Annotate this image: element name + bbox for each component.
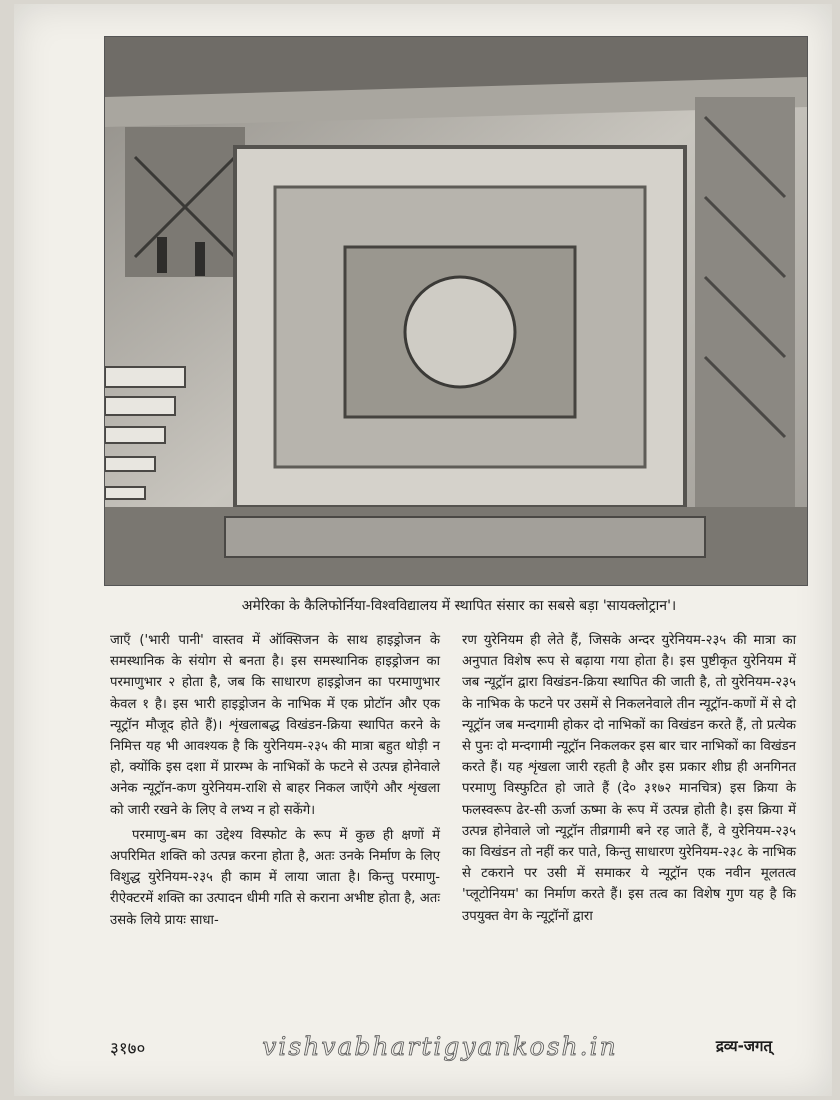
watermark: vishvabhartigyankosh.in [262,1032,618,1061]
cyclotron-photo [104,36,808,586]
left-column [110,630,440,931]
right-column [462,630,796,927]
figure-caption: अमेरिका के कैलिफोर्निया-विश्वविद्यालय में स्थापित संसार का सबसे बड़ा 'सायक्लोट्रान'। [241,598,677,614]
page-footer [110,1032,772,1062]
cyclotron-photo-drawing [105,37,807,585]
paragraph: जाएँ ('भारी पानी' वास्तव में ऑक्सिजन के साथ हाइड्रोजन के समस्थानिक के संयोग से बनता है। इस समस्थानिक हाइड्रोजन का परमाणुभार २ होता है, जब कि साधारण हाइड्रोजन का परमाणुभार केवल १ है। इस भारी हाइड्रोजन के नाभिक में एक प्रोटॉन और एक न्यूट्रॉन मौजूद होते हैं)। शृंखलाबद्ध विखंडन-क्रिया स्थापित करने के निमित्त यह भी आवश्यक है कि युरेनियम-२३५ की मात्रा बहुत थोड़ी न हो, क्योंकि इस दशा में प्रारम्भ के नाभिकों के फटने से उत्पन्न होनेवाले अनेक न्यूट्रॉन-कण युरेनियम-राशि से बाहर निकल जाएँगे और शृंखला को जारी रखने के लिए वे लभ्य न हो सकेंगे। [110,633,440,818]
page-number: ३१७० [110,1039,146,1059]
book-page [14,4,832,1096]
paragraph: परमाणु-बम का उद्देश्य विस्फोट के रूप में कुछ ही क्षणों में अपरिमित शक्ति को उत्पन्न करना होता है, अतः उनके निर्माण के लिए विशुद्ध युरेनियम-२३५ ही काम में लाया जाता है। किन्तु परमाणु-रीऐक्टरमें शक्ति का उत्पादन धीमी गति से कराना अभीष्ट होता है, अतः उसके लिये प्रायः साधा- [110,827,440,928]
paragraph: रण युरेनियम ही लेते हैं, जिसके अन्दर युरेनियम-२३५ की मात्रा का अनुपात विशेष रूप से बढ़ाया गया होता है। इस पुष्टीकृत युरेनियम में जब न्यूट्रॉन द्वारा विखंडन-क्रिया स्थापित की जाती है, तो युरेनियम-२३५ के नाभिक के फटने पर उसमें से निकलनेवाले तीन न्यूट्रॉन-कणों में से दो न्यूट्रॉन जब मन्दगामी होकर दो नाभिकों का विखंडन करते हैं, तो प्रत्येक से पुनः दो मन्दगामी न्यूट्रॉन निकलकर इस बार चार नाभिकों का विखंडन करते हैं। यह शृंखला जारी रहती है और इस प्रकार शीघ्र ही अनगिनत परमाणु विस्फुटित हो जाते हैं (दे० ३१७२ मानचित्र) इस क्रिया के फलस्वरूप ढेर-सी ऊर्जा ऊष्मा के रूप में उत्पन्न होती है। इस क्रिया में उत्पन्न होनेवाले जो न्यूट्रॉन तीव्रगामी बने रह जाते हैं, वे युरेनियम-२३५ का विखंडन तो नहीं कर पाते, किन्तु साधारण युरेनियम-२३८ के नाभिक से टकराने पर उसी में समाकर ये न्यूट्रॉन एक नवीन मूलतत्व 'प्लूटोनियम' का निर्माण करते हैं। इस तत्व का विशेष गुण यह है कि उपयुक्त वेग के न्यूट्रॉनों द्वारा [462,633,796,924]
running-head: द्रव्य-जगत् [715,1037,772,1055]
